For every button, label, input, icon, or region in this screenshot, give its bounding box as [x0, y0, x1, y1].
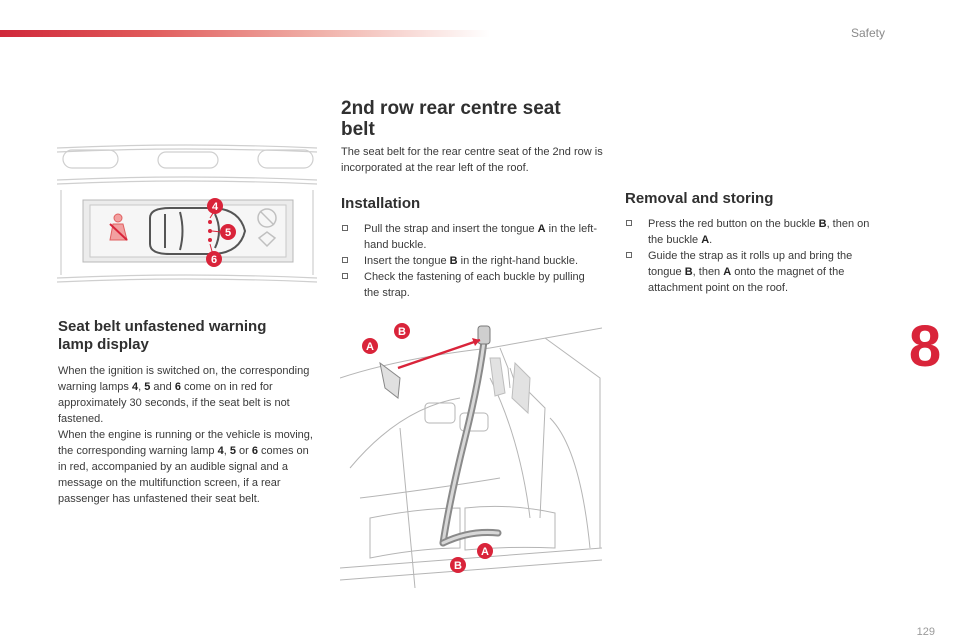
warning-lamp-paragraph-2: When the engine is running or the vehicle is moving, the corresponding warning lamp 4, 5 or 6 comes on in red, accompanied by an audible signal and a message on the multifunction screen, if a rear passenger has unfastened their seat belt. [58, 429, 313, 505]
installation-step: Check the fastening of each buckle by pulling the strap. [341, 269, 603, 301]
removal-section [625, 190, 887, 296]
callout-6: 6 [210, 254, 218, 266]
callout-a-bottom: A [481, 546, 489, 558]
removal-steps [625, 216, 887, 296]
warning-lamp-heading: Seat belt unfastened warning lamp display [58, 318, 267, 353]
checkbox-bullet-icon [342, 257, 348, 263]
checkbox-bullet-icon [626, 220, 632, 226]
warning-lamp-illustration [55, 140, 320, 290]
rear-centre-belt-heading: 2nd row rear centre seat belt [341, 98, 561, 140]
installation-heading: Installation [341, 195, 421, 212]
callout-b-top: B [398, 326, 406, 338]
installation-steps [341, 221, 603, 301]
installation-step: Pull the strap and insert the tongue A in the left-hand buckle. [341, 221, 603, 253]
warning-lamp-paragraph-1: When the ignition is switched on, the corresponding warning lamps 4, 5 and 6 come on in red for approximately 30 seconds, if the seat belt is not fastened. [58, 365, 310, 425]
installation-step: Insert the tongue B in the right-hand buckle. [341, 253, 603, 269]
callout-a-top: A [366, 341, 374, 353]
removal-step: Press the red button on the buckle B, then on the buckle A. [625, 216, 887, 248]
rear-seatbelt-illustration [340, 318, 602, 588]
callout-5: 5 [224, 227, 232, 239]
removal-heading: Removal and storing [625, 190, 774, 207]
warning-lamp-section [58, 318, 320, 507]
chapter-number: 8 [908, 314, 942, 379]
rear-centre-belt-intro: The seat belt for the rear centre seat of the 2nd row is incorporated at the rear left of the roof. [341, 146, 603, 174]
checkbox-bullet-icon [342, 273, 348, 279]
removal-step: Guide the strap as it rolls up and bring the tongue B, then A onto the magnet of the attachment point on the roof. [625, 248, 887, 296]
checkbox-bullet-icon [626, 252, 632, 258]
header-accent-bar [0, 30, 490, 37]
checkbox-bullet-icon [342, 225, 348, 231]
page-number: 129 [916, 626, 935, 638]
rear-centre-belt-section [341, 98, 603, 301]
callout-b-bottom: B [454, 560, 462, 572]
callout-4: 4 [211, 201, 219, 213]
section-title: Safety [850, 26, 885, 40]
